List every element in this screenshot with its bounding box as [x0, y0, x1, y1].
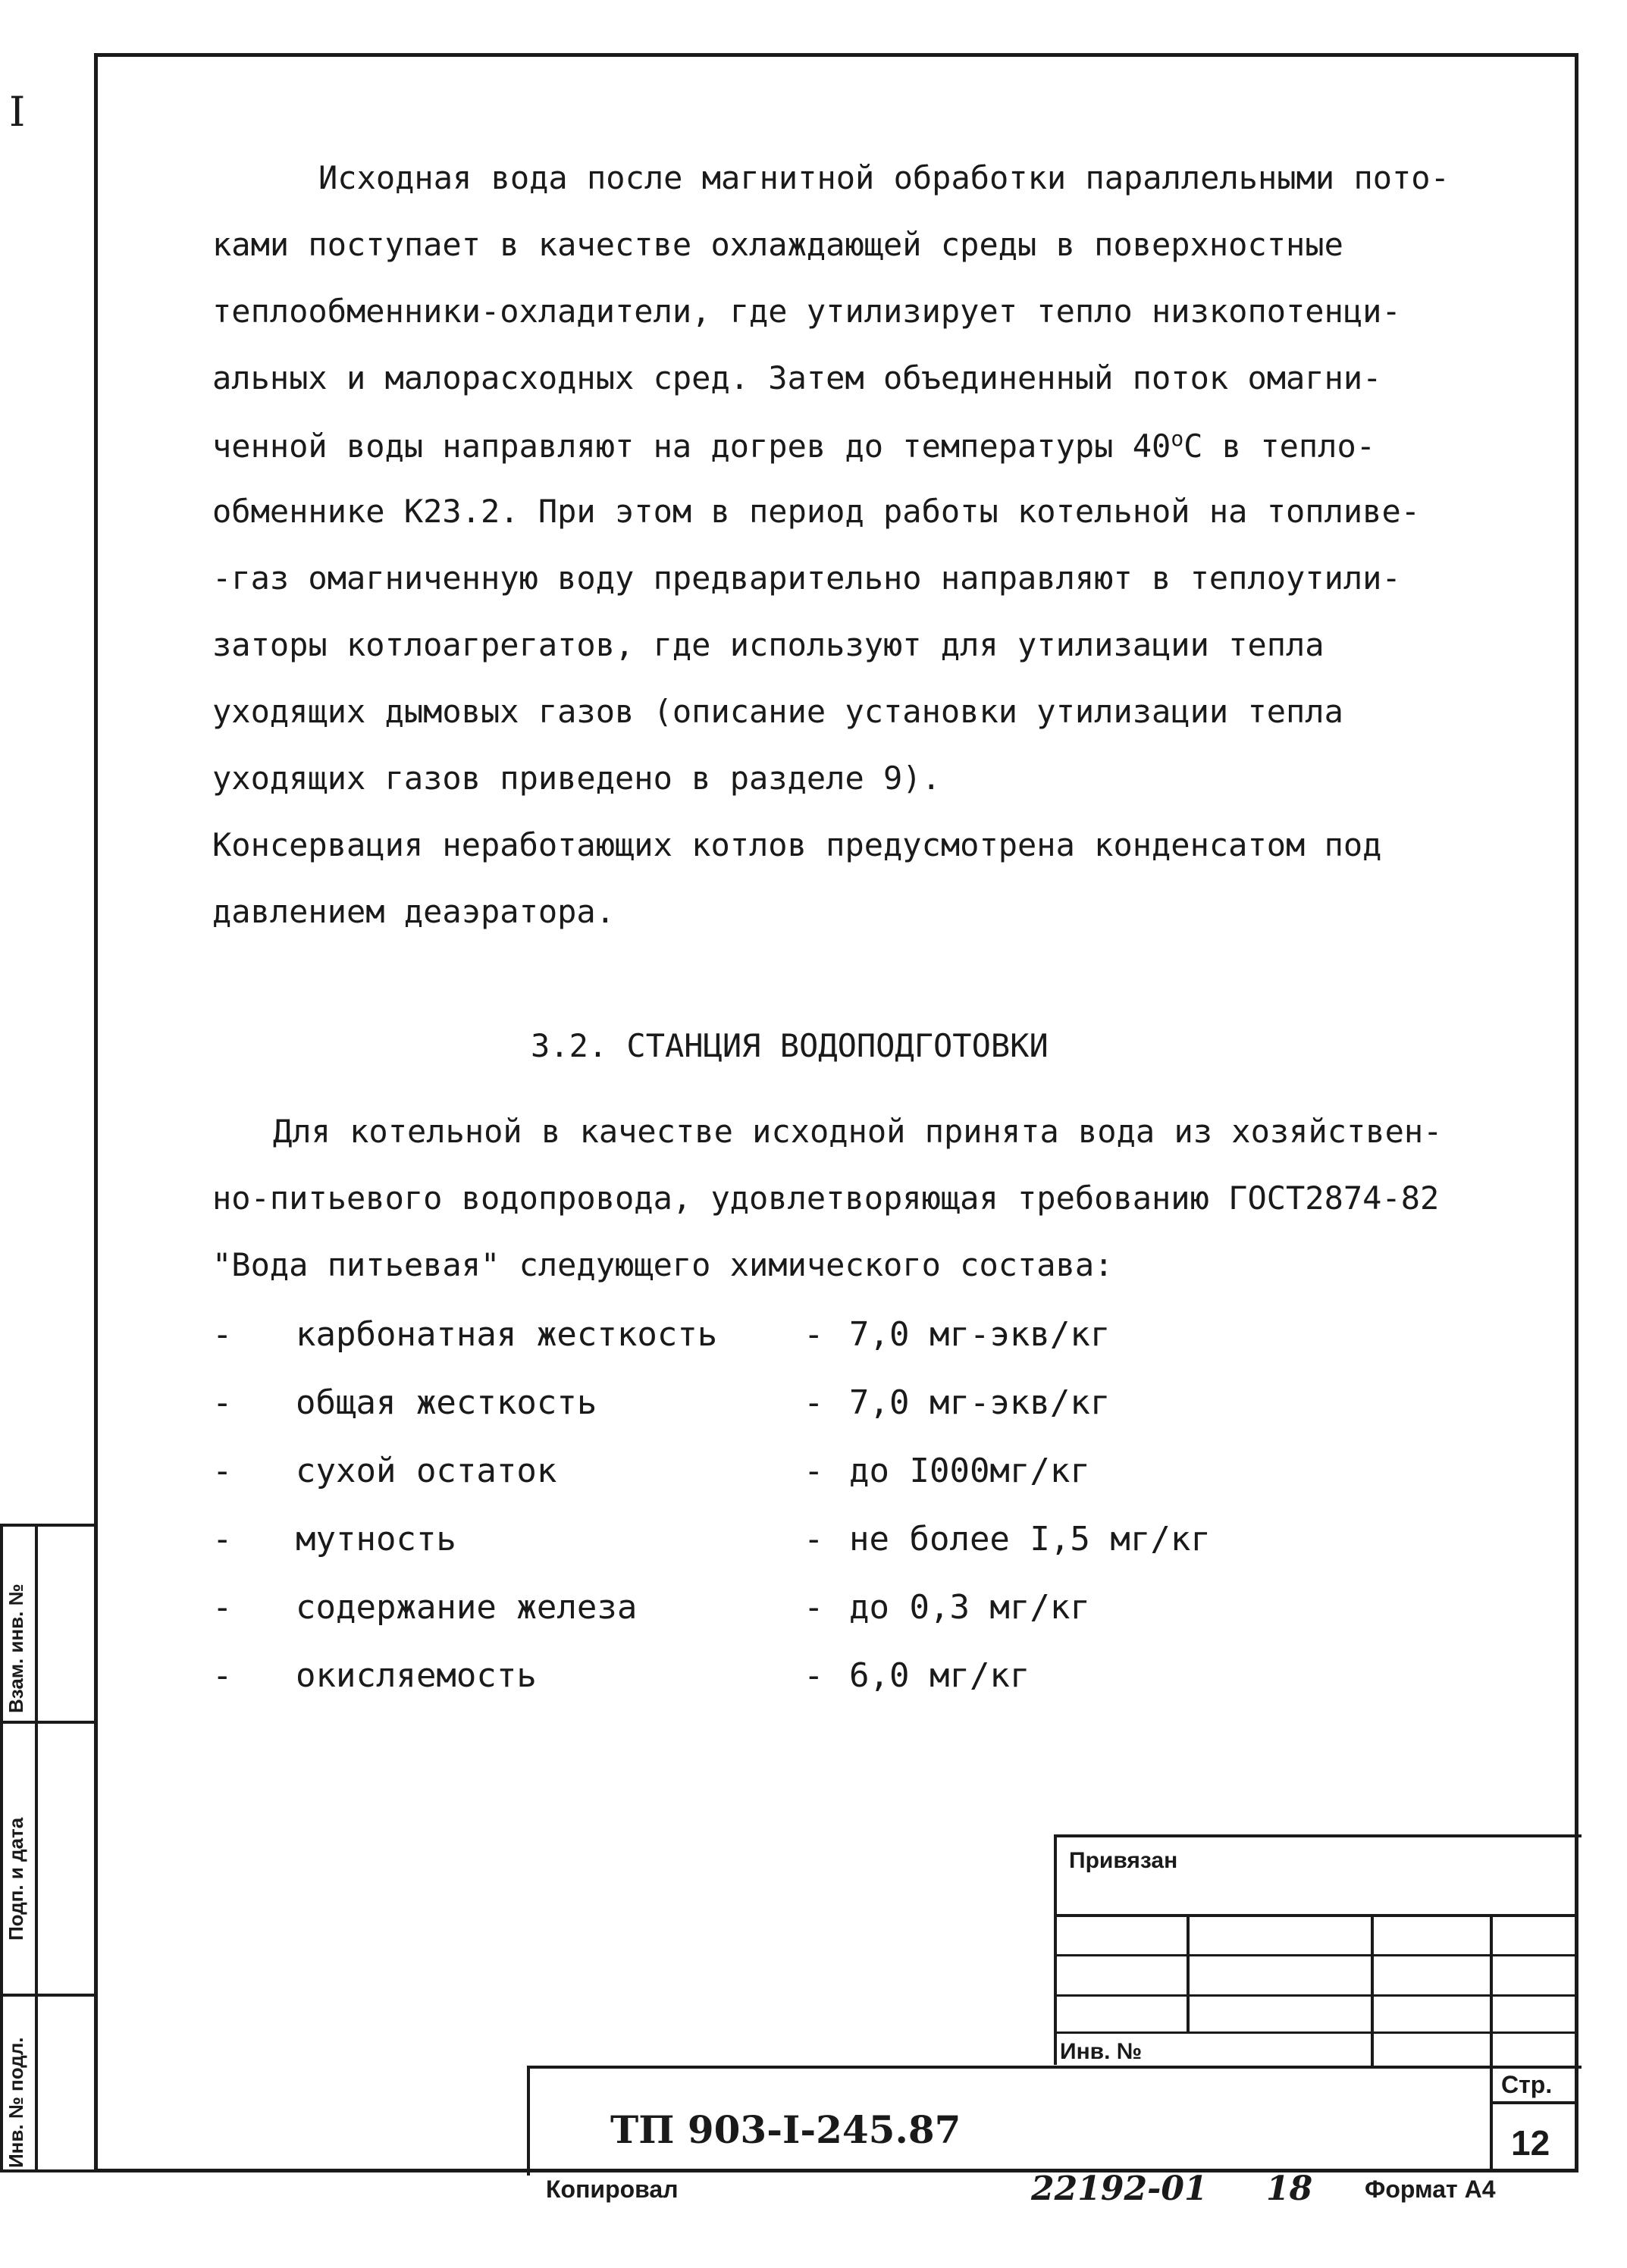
value-dash: -	[804, 1315, 824, 1354]
section-title: 3.2. СТАНЦИЯ ВОДОПОДГОТОВКИ	[531, 1027, 1049, 1064]
table-col-line	[1490, 1914, 1493, 2066]
text-line: "Вода питьевая" следующего химического состава:	[212, 1246, 1114, 1283]
parameter-name: сухой остаток	[296, 1452, 557, 1490]
page-number: 12	[1511, 2123, 1550, 2163]
table-row-line	[1054, 2031, 1578, 2034]
text-line: заторы котлоагрегатов, где используют для утилизации тепла	[212, 626, 1324, 663]
list-item	[212, 1520, 1350, 1588]
degree-superscript: o	[1171, 426, 1184, 451]
value-dash: -	[804, 1452, 824, 1490]
text-line: теплообменники-охладители, где утилизирует тепло низкопотенци-	[212, 293, 1401, 330]
value-dash: -	[804, 1588, 824, 1627]
bullet-dash: -	[212, 1656, 233, 1695]
table-row-line	[1054, 1954, 1578, 1956]
parameter-value: до 0,3 мг/кг	[849, 1588, 1090, 1627]
parameter-name: карбонатная жесткость	[296, 1315, 718, 1354]
text-line: но-питьевого водопровода, удовлетворяющая требованию ГОСТ2874-82	[212, 1179, 1440, 1217]
text-line: давлением деаэратора.	[212, 893, 616, 930]
side-stamp-divider	[0, 1994, 94, 1997]
parameter-value: до I000мг/кг	[849, 1452, 1090, 1490]
side-label-vzam: Взам. инв. №	[5, 1584, 27, 1713]
text-line: ками поступает в качестве охлаждающей среды в поверхностные	[212, 226, 1343, 263]
sheet-number: 18	[1266, 2169, 1313, 2208]
side-stamp-divider	[0, 1721, 94, 1724]
text-line: -газ омагниченную воду предварительно направляют в теплоутили-	[212, 559, 1401, 597]
document-code: ТП 903-I-245.87	[610, 2107, 961, 2152]
copied-by-label: Копировал	[546, 2176, 679, 2203]
order-number: 22192-01	[1031, 2169, 1208, 2208]
text-line-part: С в тепло-	[1183, 428, 1376, 465]
table-row-line	[1490, 2101, 1578, 2104]
text-line: уходящих дымовых газов (описание установки утилизации тепла	[212, 693, 1343, 730]
text-line: уходящих газов приведено в разделе 9).	[212, 760, 941, 797]
parameter-name: окисляемость	[296, 1656, 537, 1695]
parameter-value: 7,0 мг-экв/кг	[849, 1383, 1111, 1422]
text-line: Исходная вода после магнитной обработки параллельными пото-	[318, 159, 1450, 196]
side-label-podp: Подп. и дата	[5, 1817, 27, 1941]
list-item	[212, 1588, 1350, 1656]
table-col-line	[1490, 2066, 1493, 2172]
bullet-dash: -	[212, 1315, 233, 1354]
text-line: Консервация неработающих котлов предусмотрена конденсатом под	[212, 826, 1382, 863]
table-col-line	[1371, 1914, 1374, 2066]
parameter-value: 7,0 мг-экв/кг	[849, 1315, 1111, 1354]
parameter-value: не более I,5 мг/кг	[849, 1520, 1211, 1558]
parameter-name: общая жесткость	[296, 1383, 597, 1422]
table-row-line	[1054, 1994, 1578, 1997]
text-line: Для котельной в качестве исходной принята вода из хозяйствен-	[273, 1113, 1443, 1150]
bullet-dash: -	[212, 1452, 233, 1490]
bullet-dash: -	[212, 1383, 233, 1422]
text-line-part: ченной воды направляют на догрев до температуры 40	[212, 428, 1171, 465]
bullet-dash: -	[212, 1588, 233, 1627]
table-col-line	[1187, 1914, 1190, 2031]
list-item	[212, 1656, 1350, 1724]
list-item	[212, 1383, 1350, 1452]
value-dash: -	[804, 1383, 824, 1422]
text-line: обменнике К23.2. При этом в период работы котельной на топливе-	[212, 493, 1421, 530]
table-row-line	[1054, 1914, 1578, 1917]
parameter-name: мутность	[296, 1520, 456, 1558]
value-dash: -	[804, 1520, 824, 1558]
page-label: Стр.	[1501, 2071, 1553, 2098]
parameter-value: 6,0 мг/кг	[849, 1656, 1030, 1695]
privyazan-label: Привязан	[1069, 1848, 1178, 1873]
side-label-inv-podl: Инв. № подл.	[5, 2037, 27, 2168]
bullet-dash: -	[212, 1520, 233, 1558]
parameter-name: содержание железа	[296, 1588, 638, 1627]
inv-no-label: Инв. №	[1060, 2039, 1143, 2064]
text-line: альных и малорасходных сред. Затем объединенный поток омагни-	[212, 359, 1382, 396]
list-item	[212, 1452, 1350, 1520]
sheet-mark: I	[9, 88, 26, 136]
value-dash: -	[804, 1656, 824, 1695]
list-item	[212, 1315, 1350, 1383]
format-label: Формат А4	[1365, 2176, 1496, 2203]
text-line	[212, 426, 1375, 465]
